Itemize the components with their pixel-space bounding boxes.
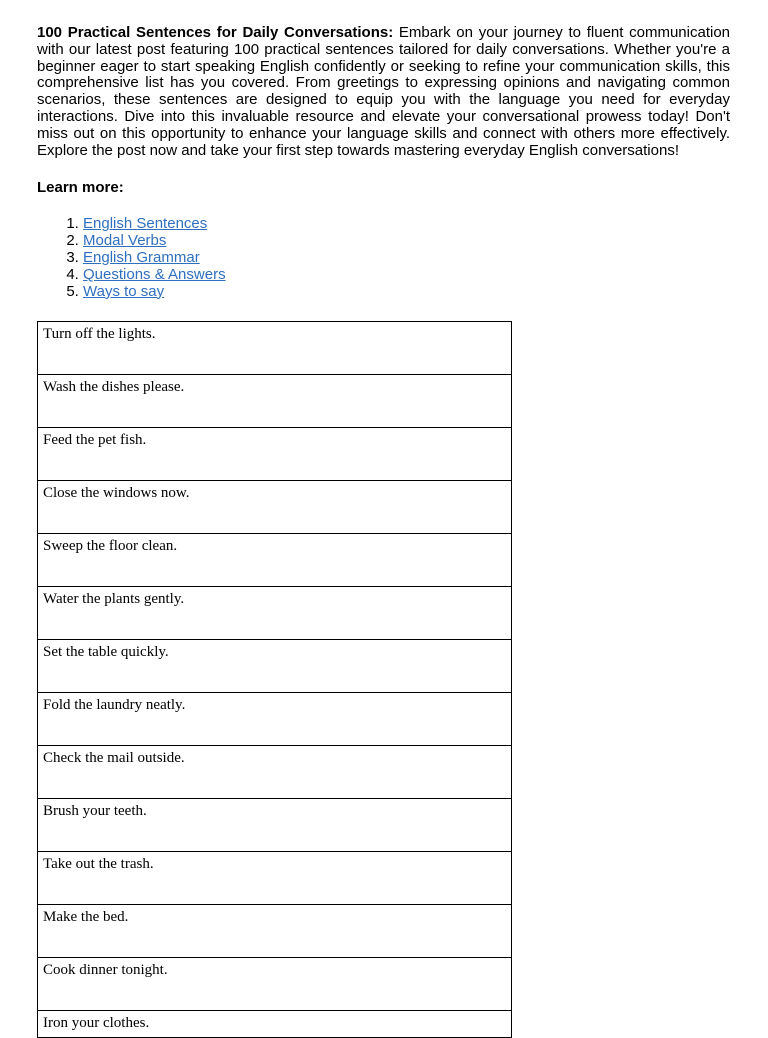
- link-ways-to-say[interactable]: Ways to say: [83, 282, 165, 300]
- table-row: [38, 799, 512, 852]
- table-row: [38, 746, 512, 799]
- table-row: [38, 852, 512, 905]
- list-item: [83, 284, 730, 301]
- list-item: [83, 267, 730, 284]
- learn-more-list: [37, 216, 730, 300]
- link-modal-verbs[interactable]: Modal Verbs: [83, 232, 167, 250]
- table-row: [38, 428, 512, 481]
- sentence-cell: Wash the dishes please.: [38, 375, 512, 428]
- sentence-cell: Make the bed.: [38, 905, 512, 958]
- sentence-cell: Iron your clothes.: [38, 1011, 512, 1038]
- sentence-cell: Feed the pet fish.: [38, 428, 512, 481]
- learn-more-heading: Learn more:: [37, 179, 124, 197]
- sentence-cell: Cook dinner tonight.: [38, 958, 512, 1011]
- table-row: [38, 1011, 512, 1038]
- sentence-cell: Set the table quickly.: [38, 640, 512, 693]
- document-page: [37, 25, 730, 300]
- list-item: [83, 233, 730, 250]
- sentence-cell: Water the plants gently.: [38, 587, 512, 640]
- link-english-sentences[interactable]: English Sentences: [83, 215, 208, 233]
- table-row: [38, 905, 512, 958]
- table-row: [38, 322, 512, 375]
- list-item: [83, 216, 730, 233]
- table-row: [38, 481, 512, 534]
- intro-lead: 100 Practical Sentences for Daily Conversations:: [37, 24, 394, 41]
- table-row: [38, 375, 512, 428]
- table-row: [38, 958, 512, 1011]
- sentence-cell: Turn off the lights.: [38, 322, 512, 375]
- sentence-cell: Check the mail outside.: [38, 746, 512, 799]
- sentence-table: [37, 321, 512, 1038]
- sentence-cell: Close the windows now.: [38, 481, 512, 534]
- sentence-cell: Fold the laundry neatly.: [38, 693, 512, 746]
- table-row: [38, 693, 512, 746]
- sentence-cell: Sweep the floor clean.: [38, 534, 512, 587]
- link-questions-answers[interactable]: Questions & Answers: [83, 265, 226, 283]
- intro-body: Embark on your journey to fluent communication with our latest post featuring 100 practical sentences tailored for daily conversations. Whether you're a beginner eager to start speaking English confidently or seeking to refine your communication skills, this comprehensive list has you covered. From greetings to expressing opinions and navigating common scenarios, these sentences are designed to equip you with the language you need for everyday interactions. Dive into this invaluable resource and elevate your conversational prowess today! Don't miss out on this opportunity to enhance your language skills and connect with others more effectively. Explore the post now and take your first step towards mastering everyday English conversations!: [37, 24, 731, 159]
- intro-paragraph: [37, 25, 730, 159]
- table-row: [38, 587, 512, 640]
- table-row: [38, 640, 512, 693]
- sentence-cell: Take out the trash.: [38, 852, 512, 905]
- list-item: [83, 250, 730, 267]
- table-row: [38, 534, 512, 587]
- link-english-grammar[interactable]: English Grammar: [83, 248, 200, 266]
- sentence-cell: Brush your teeth.: [38, 799, 512, 852]
